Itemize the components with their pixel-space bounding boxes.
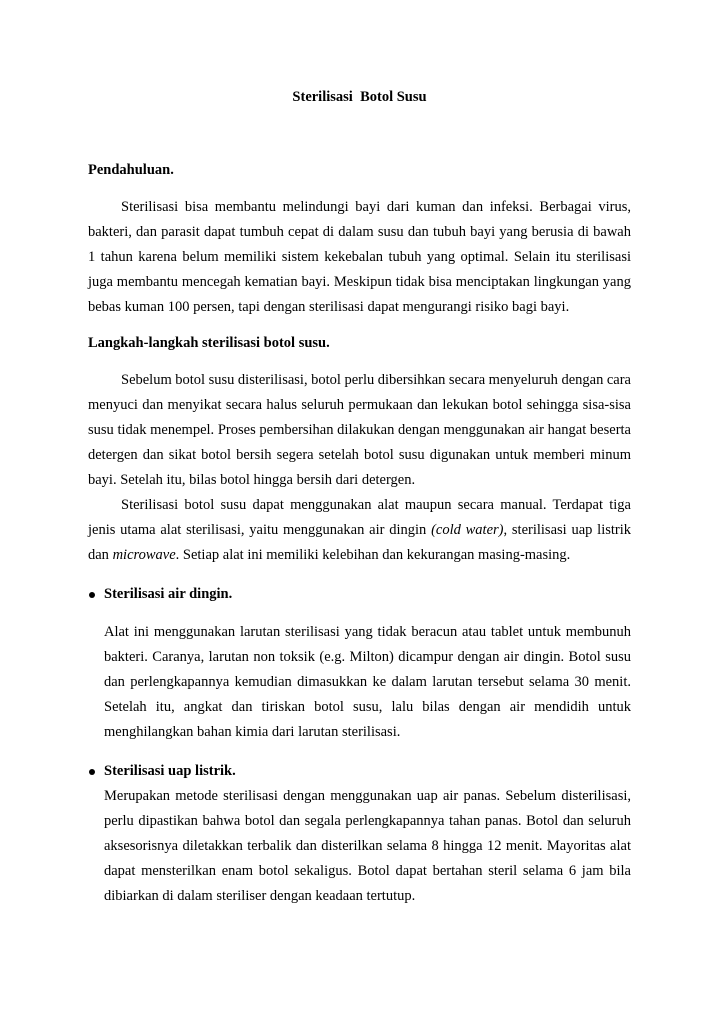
bullet-heading-electric-steam (104, 759, 236, 784)
text-line: Alat ini menggunakan larutan sterilisasi yang tidak beracun atau tablet untuk membunuh (104, 624, 631, 640)
text-line: Setelah itu, angkat dan tiriskan botol susu, lalu bilas dengan air mendidih untuk (104, 699, 631, 715)
text-line: dan perlengkapannya kemudian dimasukkan ke dalam larutan tersebut selama 30 menit. (104, 674, 631, 690)
bullet-heading-cold-water (104, 582, 232, 607)
bullet-heading-label: Sterilisasi air dingin. (104, 586, 233, 602)
text-line: menyuci dan menyikat secara halus seluruh permukaan dan lekukan botol sehingga sisa-sisa (88, 397, 631, 413)
text-line: dibiarkan di dalam steriliser dengan keadaan tertutup. (104, 888, 416, 904)
text-line (88, 518, 631, 543)
text-line: menghilangkan bahan kimia dari larutan sterilisasi. (104, 724, 401, 740)
text-line: Sebelum botol susu disterilisasi, botol perlu dibersihkan secara menyeluruh dengan cara (121, 372, 631, 388)
text-segment: dan (88, 547, 113, 563)
text-line: 1 tahun karena belum memiliki sistem kekebalan tubuh yang optimal. Selain itu sterilisasi (88, 249, 631, 265)
text-line: Merupakan metode sterilisasi dengan menggunakan uap air panas. Sebelum disterilisasi, (104, 788, 631, 804)
text-line: detergen dan sikat botol bersih segera setelah botol susu digunakan untuk memberi minum (88, 447, 631, 463)
paragraph-electric-steam (104, 784, 631, 909)
text-line: Sterilisasi bisa membantu melindungi bayi dari kuman dan infeksi. Berbagai virus, (121, 199, 631, 215)
text-segment: . Setiap alat ini memiliki kelebihan dan kekurangan masing-masing. (175, 547, 571, 563)
text-line (88, 543, 631, 568)
text-line: susu tidak menempel. Proses pembersihan dilakukan dengan menggunakan air hangat beserta (88, 422, 631, 438)
section-heading-intro: Pendahuluan. (88, 162, 174, 178)
text-line: bakteri, dan parasit dapat tumbuh cepat di dalam susu dan tubuh bayi yang berusia di bawah (88, 224, 631, 240)
text-line: aksesorisnya diletakkan terbalik dan disterilkan selama 8 hingga 12 menit. Mayoritas alat (104, 838, 631, 854)
text-line: perlu dipastikan bahwa botol dan segala perlengkapannya tahan panas. Botol dan seluruh (104, 813, 631, 829)
bullet-icon (89, 769, 95, 775)
text-line: bayi. Setelah itu, bilas botol hingga bersih dari detergen. (88, 472, 416, 488)
paragraph-cleaning (88, 368, 631, 493)
italic-term: (cold water) (431, 522, 504, 538)
text-segment: jenis utama alat sterilisasi, yaitu menggunakan air dingin (88, 522, 432, 538)
bullet-heading-label: Sterilisasi uap listrik. (104, 763, 236, 779)
text-line: bakteri. Caranya, larutan non toksik (e.g. Milton) dicampur dengan air dingin. Botol susu (104, 649, 631, 665)
text-line: juga membantu mencegah kematian bayi. Meskipun tidak bisa menciptakan lingkungan yang (88, 274, 631, 290)
bullet-icon (89, 592, 95, 598)
paragraph-cold-water (104, 620, 631, 745)
italic-term: microwave (112, 547, 176, 563)
text-segment: , sterilisasi uap listrik (503, 522, 632, 538)
section-heading-steps: Langkah-langkah sterilisasi botol susu. (88, 335, 330, 351)
paragraph-intro (88, 195, 631, 320)
page-title: Sterilisasi Botol Susu (292, 89, 427, 105)
text-line: Sterilisasi botol susu dapat menggunakan alat maupun secara manual. Terdapat tiga (121, 497, 631, 513)
paragraph-sterilizer-types (88, 493, 631, 568)
text-line: bebas kuman 100 persen, tapi dengan sterilisasi dapat mengurangi risiko bagi bayi. (88, 299, 570, 315)
text-line: dapat mensterilkan enam botol sekaligus. Botol dapat bertahan steril selama 6 jam bila (104, 863, 631, 879)
